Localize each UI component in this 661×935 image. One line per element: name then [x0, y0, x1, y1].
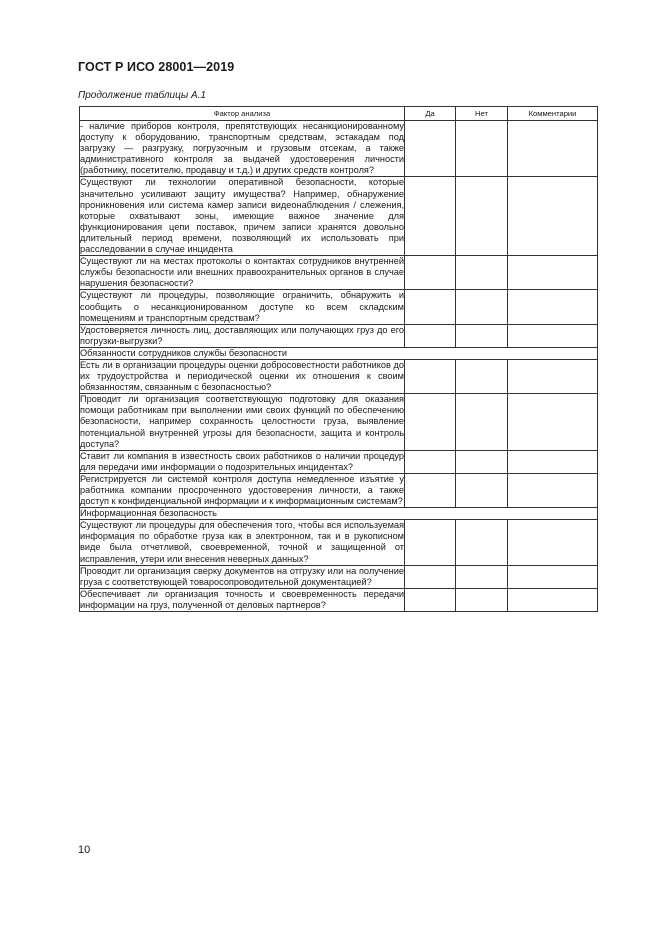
yes-cell	[405, 473, 456, 507]
analysis-factor-cell: - наличие приборов контроля, препятствующих несанкционированному доступу к оборудованию, транспортным средствам, эстакадам под загрузку — разгрузку, погрузочным и грузовым отсекам, а также административного контроля за выдачей удостоверения личности (работнику, посетителю, продавцу и т.д.) и других средств контроля?	[80, 121, 404, 176]
yes-cell	[405, 177, 456, 256]
no-cell	[456, 256, 508, 290]
table-header-row	[80, 107, 598, 121]
yes-cell	[405, 121, 456, 177]
no-cell	[456, 394, 508, 450]
comment-cell	[508, 177, 598, 256]
table-row	[80, 324, 598, 347]
table-body	[80, 121, 598, 612]
no-cell	[456, 324, 508, 347]
no-cell	[456, 450, 508, 473]
table-row	[80, 473, 598, 507]
comment-cell	[508, 324, 598, 347]
analysis-factor-cell: Проводит ли организация соответствующую подготовку для оказания помощи работникам при выполнении ими своих функций по обеспечению безопасности, например сохранность целостности груза, выявление потенциальной внутренней угрозы для безопасности, защита и контроль доступа?	[80, 394, 404, 449]
table-row	[80, 394, 598, 450]
yes-cell	[405, 256, 456, 290]
table-row	[80, 520, 598, 565]
table-row	[80, 359, 598, 393]
no-cell	[456, 565, 508, 588]
table-row	[80, 588, 598, 611]
yes-cell	[405, 394, 456, 450]
document-title: ГОСТ Р ИСО 28001—2019	[78, 60, 235, 74]
analysis-factor-cell: Ставит ли компания в известность своих работников о наличии процедур для передачи ими информации о подозрительных инцидентах?	[80, 450, 404, 472]
comment-cell	[508, 394, 598, 450]
no-cell	[456, 121, 508, 177]
no-cell	[456, 473, 508, 507]
yes-cell	[405, 324, 456, 347]
page-number: 10	[78, 844, 91, 856]
table-caption: Продолжение таблицы А.1	[78, 90, 206, 101]
no-cell	[456, 177, 508, 256]
analysis-factor-cell: Обеспечивает ли организация точность и своевременность передачи информации на груз, полученной от деловых партнеров?	[80, 588, 404, 610]
checklist-table	[79, 106, 598, 612]
section-row	[80, 508, 598, 520]
analysis-factor-cell: Существуют ли процедуры, позволяющие ограничить, обнаружить и сообщить о несанкционированном доступе ко всем складским помещениям и транспортным средствам?	[80, 290, 404, 323]
comment-cell	[508, 256, 598, 290]
comment-cell	[508, 359, 598, 393]
column-header-yes: Да	[405, 107, 456, 121]
section-heading: Обязанности сотрудников службы безопасности	[80, 347, 598, 359]
table-row	[80, 256, 598, 290]
analysis-factor-cell: Регистрируется ли системой контроля доступа немедленное изъятие у работника компании просроченного удостоверения личности, а также доступ к конфиденциальной информации и к информационным системам?	[80, 473, 404, 507]
table-row	[80, 565, 598, 588]
comment-cell	[508, 473, 598, 507]
table-row	[80, 177, 598, 256]
yes-cell	[405, 520, 456, 565]
analysis-factor-cell: Удостоверяется личность лиц, доставляющих или получающих груз до его погрузки-выгрузки?	[80, 324, 404, 346]
analysis-factor-cell: Есть ли в организации процедуры оценки добросовестности работников до их трудоустройства и периодической оценки их отношения к своим обязанностям, связанным с безопасностью?	[80, 359, 404, 393]
column-header-comments: Комментарии	[508, 107, 598, 121]
comment-cell	[508, 121, 598, 177]
table-row	[80, 290, 598, 324]
yes-cell	[405, 359, 456, 393]
no-cell	[456, 359, 508, 393]
comment-cell	[508, 565, 598, 588]
section-heading: Информационная безопасность	[80, 508, 598, 520]
section-row	[80, 347, 598, 359]
column-header-no: Нет	[456, 107, 508, 121]
yes-cell	[405, 588, 456, 611]
no-cell	[456, 290, 508, 324]
column-header-factor: Фактор анализа	[80, 107, 405, 121]
analysis-factor-cell: Существуют ли технологии оперативной безопасности, которые значительно усиливают защиту имущества? Например, обнаружение проникновения или система камер записи видеонаблюдения / слежения, которые охватывают зоны, имеющие важное значение для функционирования цепи поставок, причем записи хранятся довольно длительный период времени, позволяющий их использовать при расследовании в случае инцидента	[80, 177, 404, 255]
comment-cell	[508, 450, 598, 473]
table-row	[80, 450, 598, 473]
comment-cell	[508, 520, 598, 565]
analysis-factor-cell: Существуют ли процедуры для обеспечения того, чтобы вся используемая информация по обработке груза как в электронном, так и в рукописном виде была отчетливой, своевременной, точной и защищенной от исправления, утери или внесения неверных данных?	[80, 520, 404, 564]
yes-cell	[405, 290, 456, 324]
comment-cell	[508, 290, 598, 324]
analysis-factor-cell: Существуют ли на местах протоколы о контактах сотрудников внутренней службы безопасности или внешних правоохранительных органов в случае нарушения безопасности?	[80, 256, 404, 289]
table-row	[80, 121, 598, 177]
no-cell	[456, 588, 508, 611]
no-cell	[456, 520, 508, 565]
yes-cell	[405, 450, 456, 473]
yes-cell	[405, 565, 456, 588]
comment-cell	[508, 588, 598, 611]
analysis-factor-cell: Проводит ли организация сверку документов на отгрузку или на получение груза с соответствующей товаросопроводительной документацией?	[80, 565, 404, 587]
